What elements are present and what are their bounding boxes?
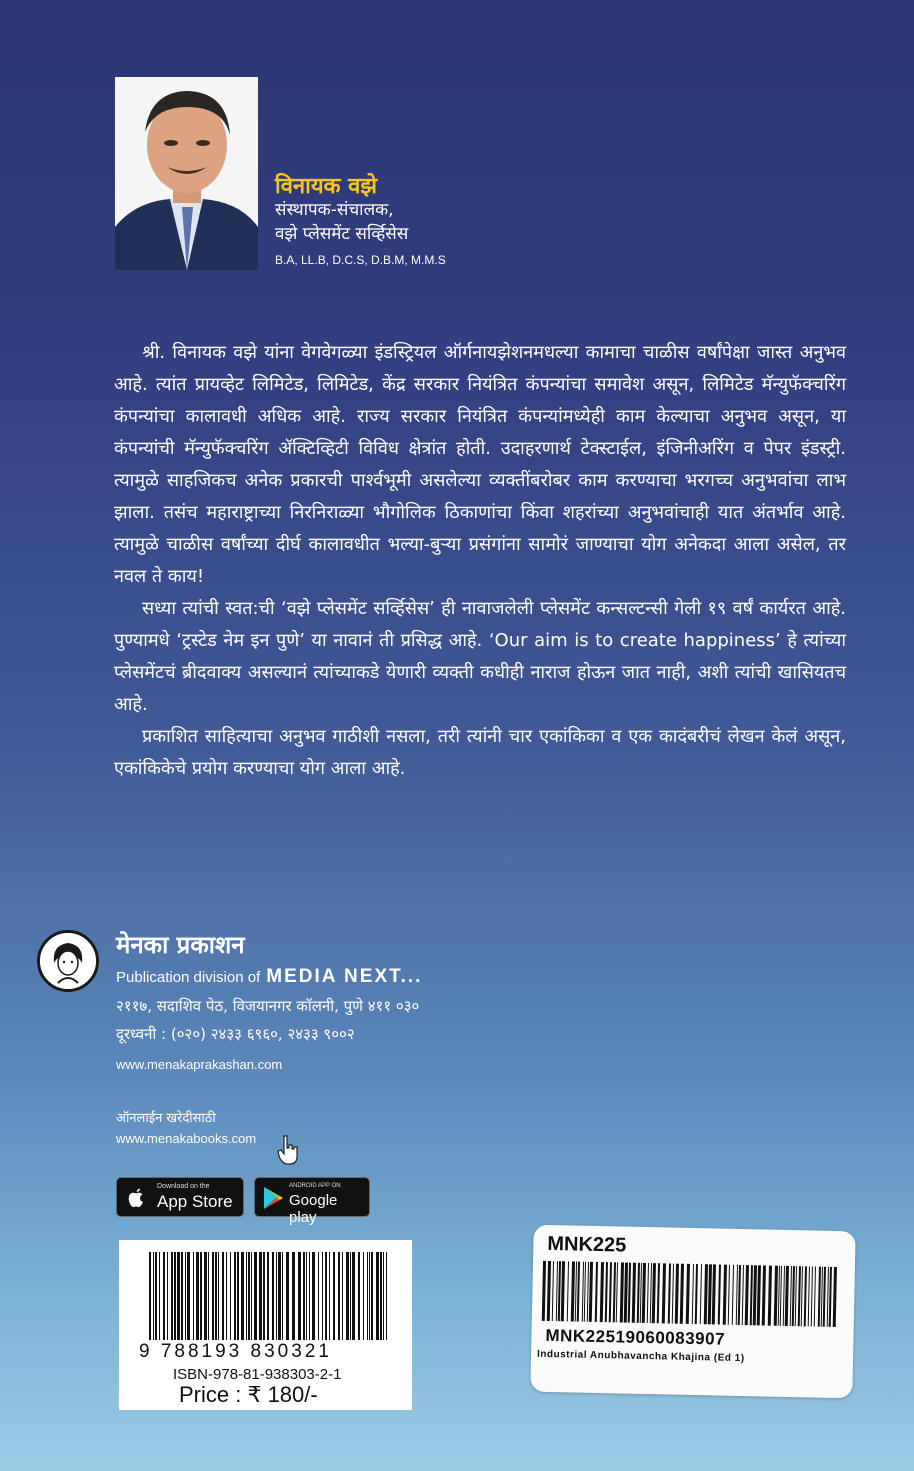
app-store-label: App Store xyxy=(157,1192,233,1211)
barcode-stripe xyxy=(193,1252,194,1340)
barcode-stripe xyxy=(718,1265,721,1325)
barcode-stripe xyxy=(325,1252,327,1340)
barcode-stripe xyxy=(762,1265,766,1325)
barcode-stripe xyxy=(556,1261,558,1321)
barcode-stripe xyxy=(318,1252,319,1340)
barcode-stripe xyxy=(829,1267,832,1327)
barcode-stripe xyxy=(736,1265,738,1325)
barcode-stripe xyxy=(801,1266,803,1326)
isbn-barcode xyxy=(119,1240,412,1340)
barcode-stripe xyxy=(298,1252,301,1340)
isbn-barcode-box xyxy=(119,1240,412,1410)
barcode-stripe xyxy=(814,1267,816,1327)
publisher-division-prefix: Publication division of xyxy=(116,969,261,986)
barcode-stripe xyxy=(774,1266,778,1326)
barcode-stripe xyxy=(212,1252,214,1340)
barcode-stripe xyxy=(561,1261,565,1321)
barcode-stripe xyxy=(595,1262,598,1322)
barcode-stripe xyxy=(282,1252,283,1340)
barcode-stripe xyxy=(386,1252,387,1340)
barcode-stripe xyxy=(383,1252,384,1340)
barcode-stripe xyxy=(708,1264,712,1324)
author-qualifications: B.A, LL.B, D.C.S, D.B.M, M.M.S xyxy=(275,253,446,267)
publisher-phone: दूरध्वनी : (०२०) २४३३ ६९६०, २४३३ ९००२ xyxy=(116,1025,355,1043)
barcode-stripe xyxy=(346,1252,349,1340)
barcode-stripe xyxy=(376,1252,379,1340)
barcode-stripe xyxy=(804,1266,807,1326)
barcode-stripe xyxy=(167,1252,168,1340)
barcode-stripe xyxy=(795,1266,797,1326)
barcode-stripe xyxy=(792,1266,795,1326)
barcode-stripe xyxy=(208,1252,209,1340)
sticker-number: MNK22519060083907 xyxy=(545,1325,726,1349)
online-store-website: www.menakabooks.com xyxy=(116,1131,257,1146)
barcode-stripe xyxy=(196,1252,199,1340)
barcode-stripe xyxy=(350,1252,351,1340)
barcode-stripe xyxy=(738,1265,741,1325)
barcode-stripe xyxy=(582,1262,584,1322)
app-store-small-label: Download on the xyxy=(157,1183,210,1190)
barcode-stripe xyxy=(306,1252,307,1340)
barcode-stripe xyxy=(628,1263,631,1323)
barcode-stripe xyxy=(753,1265,757,1325)
barcode-stripe xyxy=(577,1262,580,1322)
barcode-stripe xyxy=(567,1261,569,1321)
publisher-division xyxy=(116,966,422,988)
barcode-stripe xyxy=(352,1252,355,1340)
barcode-stripe xyxy=(303,1252,305,1340)
barcode-stripe xyxy=(575,1262,577,1322)
barcode-stripe xyxy=(613,1262,616,1322)
barcode-stripe xyxy=(286,1252,289,1340)
barcode-stripe xyxy=(200,1252,202,1340)
online-purchase-label: ऑनलाईन खरेदीसाठी xyxy=(116,1111,216,1126)
barcode-stripe xyxy=(632,1263,636,1323)
sticker-barcode xyxy=(540,1259,841,1331)
barcode-stripe xyxy=(692,1264,694,1324)
barcode-stripe xyxy=(732,1265,734,1325)
barcode-stripe xyxy=(338,1252,340,1340)
author-photo xyxy=(115,77,258,270)
barcode-stripe xyxy=(780,1266,782,1326)
barcode-stripe xyxy=(672,1264,674,1324)
barcode-stripe xyxy=(798,1266,801,1326)
barcode-stripe xyxy=(823,1267,826,1327)
barcode-stripe xyxy=(254,1252,257,1340)
barcode-stripe xyxy=(657,1263,660,1323)
barcode-stripe xyxy=(177,1252,180,1340)
barcode-stripe xyxy=(712,1264,716,1324)
price: Price : ₹ 180/- xyxy=(179,1382,318,1407)
barcode-stripe xyxy=(695,1264,698,1324)
bio-paragraph-1: श्री. विनायक वझे यांना वेगवेगळ्या इंडस्ट्रियल ऑर्गनायझेशनमधल्या कामाचा चाळीस वर्षांपेक्षा जास्त अनुभव आहे. त्यांत प्रायव्हेट लिमिटेड, लिमिटेड, केंद्र सरकार नियंत्रित कंपन्यांचा समावेश असून, लिमिटेड मॅन्युफॅक्चरिंग कंपन्यांचा कालावधी अधिक आहे. राज्य सरकार नियंत्रित कंपन्यांमध्येही काम केल्याचा अनुभव असून, या कंपन्यांची मॅन्युफॅक्चरिंग ॲक्टिव्हिटी विविध क्षेत्रांत होती. उदाहरणार्थ टेक्स्टाईल, इंजिनीअरिंग व पेपर इंडस्ट्री. त्यामुळे साहजिकच अनेक प्रकारची पार्श्वभूमी असलेल्या व्यक्तींबरोबर काम करण्याचा भरगच्च अनुभवांचा लाभ झाला. तसंच महाराष्ट्राच्या निरनिराळ्या भौगोलिक ठिकाणांचा किंवा शहरांच्या अनुभवांचाही यात अंतर्भाव आहे. त्यामुळे चाळीस वर्षांच्या दीर्घ कालावधीत भल्या-बुऱ्या प्रसंगांना सामोरं जाण्याचा योग अनेकदा आला असेल, तर नवल ते काय! xyxy=(114,342,846,587)
barcode-stripe xyxy=(218,1252,219,1340)
barcode-stripe xyxy=(668,1263,671,1323)
barcode-stripe xyxy=(174,1252,176,1340)
sticker-code: MNK225 xyxy=(547,1232,627,1257)
barcode-digits: 9 788193 830321 xyxy=(139,1341,332,1362)
barcode-stripe xyxy=(367,1252,368,1340)
barcode-stripe xyxy=(700,1264,702,1324)
publisher-address: २११७, सदाशिव पेठ, विजयानगर कॉलनी, पुणे ४११ ०३० xyxy=(116,997,420,1015)
barcode-stripe xyxy=(637,1263,640,1323)
barcode-stripe xyxy=(647,1263,649,1323)
barcode-stripe xyxy=(652,1263,656,1323)
barcode-stripe xyxy=(248,1252,250,1340)
barcode-stripe xyxy=(241,1252,244,1340)
barcode-stripe xyxy=(222,1252,224,1340)
barcode-stripe xyxy=(278,1252,281,1340)
barcode-stripe xyxy=(272,1252,274,1340)
author-name: विनायक वझे xyxy=(275,174,378,199)
author-role-line1: संस्थापक-संचालक, xyxy=(275,200,394,220)
barcode-stripe xyxy=(680,1264,684,1324)
barcode-stripe xyxy=(750,1265,753,1325)
barcode-stripe xyxy=(768,1266,772,1326)
barcode-stripe xyxy=(155,1252,157,1340)
barcode-stripe xyxy=(215,1252,217,1340)
barcode-stripe xyxy=(251,1252,252,1340)
barcode-stripe xyxy=(259,1252,262,1340)
barcode-stripe xyxy=(833,1267,837,1327)
barcode-stripe xyxy=(171,1252,173,1340)
barcode-stripe xyxy=(226,1252,227,1340)
app-store-button[interactable] xyxy=(116,1177,244,1217)
barcode-stripe xyxy=(542,1261,546,1321)
google-play-icon xyxy=(262,1186,284,1210)
barcode-stripe xyxy=(153,1252,154,1340)
barcode-stripe xyxy=(267,1252,269,1340)
barcode-stripe xyxy=(600,1262,604,1322)
sticker-book-title: Industrial Anubhavancha Khajina (Ed 1) xyxy=(536,1348,745,1365)
publisher-website: www.menakaprakashan.com xyxy=(116,1057,283,1072)
barcode-stripe xyxy=(552,1261,554,1321)
barcode-stripe xyxy=(587,1262,589,1322)
barcode-stripe xyxy=(821,1267,823,1327)
barcode-stripe xyxy=(312,1252,315,1340)
barcode-stripe xyxy=(616,1262,618,1322)
barcode-stripe xyxy=(783,1266,785,1326)
publisher-name: मेनका प्रकाशन xyxy=(116,931,245,959)
barcode-stripe xyxy=(322,1252,323,1340)
barcode-stripe xyxy=(204,1252,207,1340)
author-role-line2: वझे प्लेसमेंट सर्व्हिसेस xyxy=(275,224,409,244)
barcode-stripe xyxy=(276,1252,277,1340)
barcode-stripe xyxy=(728,1265,730,1325)
barcode-stripe xyxy=(163,1252,165,1340)
barcode-stripe xyxy=(234,1252,236,1340)
barcode-stripe xyxy=(686,1264,690,1324)
barcode-stripe xyxy=(778,1266,780,1326)
barcode-stripe xyxy=(329,1252,330,1340)
barcode-stripe xyxy=(808,1266,810,1326)
barcode-stripe xyxy=(640,1263,642,1323)
author-photo-illustration xyxy=(115,77,258,270)
barcode-stripe xyxy=(185,1252,186,1340)
barcode-stripe xyxy=(292,1252,295,1340)
library-sticker xyxy=(530,1225,855,1399)
author-role xyxy=(275,198,408,246)
barcode-stripe xyxy=(246,1252,247,1340)
bio-paragraph-3: प्रकाशित साहित्याचा अनुभव गाठीशी नसला, तरी त्यांनी चार एकांकिका व एक कादंबरीचं लेखन केलं असून, एकांकिकेचे प्रयोग करण्याचा योग आला आहे. xyxy=(114,726,846,779)
barcode-stripe xyxy=(650,1263,652,1323)
barcode-stripe xyxy=(369,1252,370,1340)
barcode-stripe xyxy=(757,1265,761,1325)
barcode-stripe xyxy=(745,1265,749,1325)
barcode-stripe xyxy=(620,1262,624,1322)
barcode-stripe xyxy=(584,1262,586,1322)
barcode-stripe xyxy=(642,1263,646,1323)
author-biography xyxy=(114,337,846,785)
barcode-stripe xyxy=(230,1252,231,1340)
barcode-stripe xyxy=(609,1262,612,1322)
barcode-stripe xyxy=(371,1252,373,1340)
barcode-stripe xyxy=(187,1252,190,1340)
barcode-stripe xyxy=(149,1252,151,1340)
barcode-stripe xyxy=(342,1252,343,1340)
barcode-stripe xyxy=(704,1264,708,1324)
barcode-stripe xyxy=(589,1262,593,1322)
barcode-stripe xyxy=(558,1261,561,1321)
publisher-logo-figure xyxy=(40,933,96,989)
barcode-stripe xyxy=(571,1261,575,1321)
apple-icon xyxy=(127,1187,145,1209)
barcode-stripe xyxy=(237,1252,239,1340)
barcode-stripe xyxy=(790,1266,792,1326)
barcode-stripe xyxy=(827,1267,829,1327)
barcode-stripe xyxy=(380,1252,382,1340)
barcode-stripe xyxy=(605,1262,608,1322)
barcode-stripe xyxy=(363,1252,364,1340)
barcode-stripe xyxy=(662,1263,666,1323)
publisher-logo xyxy=(37,930,99,992)
barcode-stripe xyxy=(333,1252,335,1340)
barcode-stripe xyxy=(263,1252,265,1340)
barcode-stripe xyxy=(811,1266,813,1326)
google-play-label: Google play xyxy=(289,1192,338,1226)
isbn-number: ISBN-978-81-938303-2-1 xyxy=(173,1366,342,1383)
barcode-stripe xyxy=(742,1265,744,1325)
barcode-stripe xyxy=(675,1264,679,1324)
barcode-stripe xyxy=(358,1252,360,1340)
barcode-stripe xyxy=(181,1252,183,1340)
google-play-small-label: ANDROID APP ON xyxy=(289,1183,341,1189)
barcode-stripe xyxy=(818,1267,821,1327)
barcode-stripe xyxy=(624,1263,628,1323)
media-next-brand: MEDIA NEXT... xyxy=(266,966,423,987)
barcode-stripe xyxy=(547,1261,551,1321)
barcode-stripe xyxy=(723,1265,727,1325)
barcode-stripe xyxy=(785,1266,789,1326)
barcode-stripe xyxy=(309,1252,310,1340)
hand-pointer-icon xyxy=(276,1134,300,1166)
bio-paragraph-2: सध्या त्यांची स्वत:ची ‘वझे प्लेसमेंट सर्व्हिसेस’ ही नावाजलेली प्लेसमेंट कन्सल्टन्सी गेली १९ वर्षं कार्यरत आहे. पुण्यामधे ‘ट्रस्टेड नेम इन पुणे’ या नावानं ती प्रसिद्ध आहे. ‘Our aim is to create happiness’ हे त्यांच्या प्लेसमेंटचं ब्रीदवाक्य असल्यानं त्यांच्याकडे येणारी व्यक्ती कधीही नाराज होऊन जात नाही, अशी त्यांची खासियतच आहे. xyxy=(114,598,846,715)
barcode-stripe xyxy=(159,1252,160,1340)
google-play-button[interactable] xyxy=(254,1177,370,1226)
